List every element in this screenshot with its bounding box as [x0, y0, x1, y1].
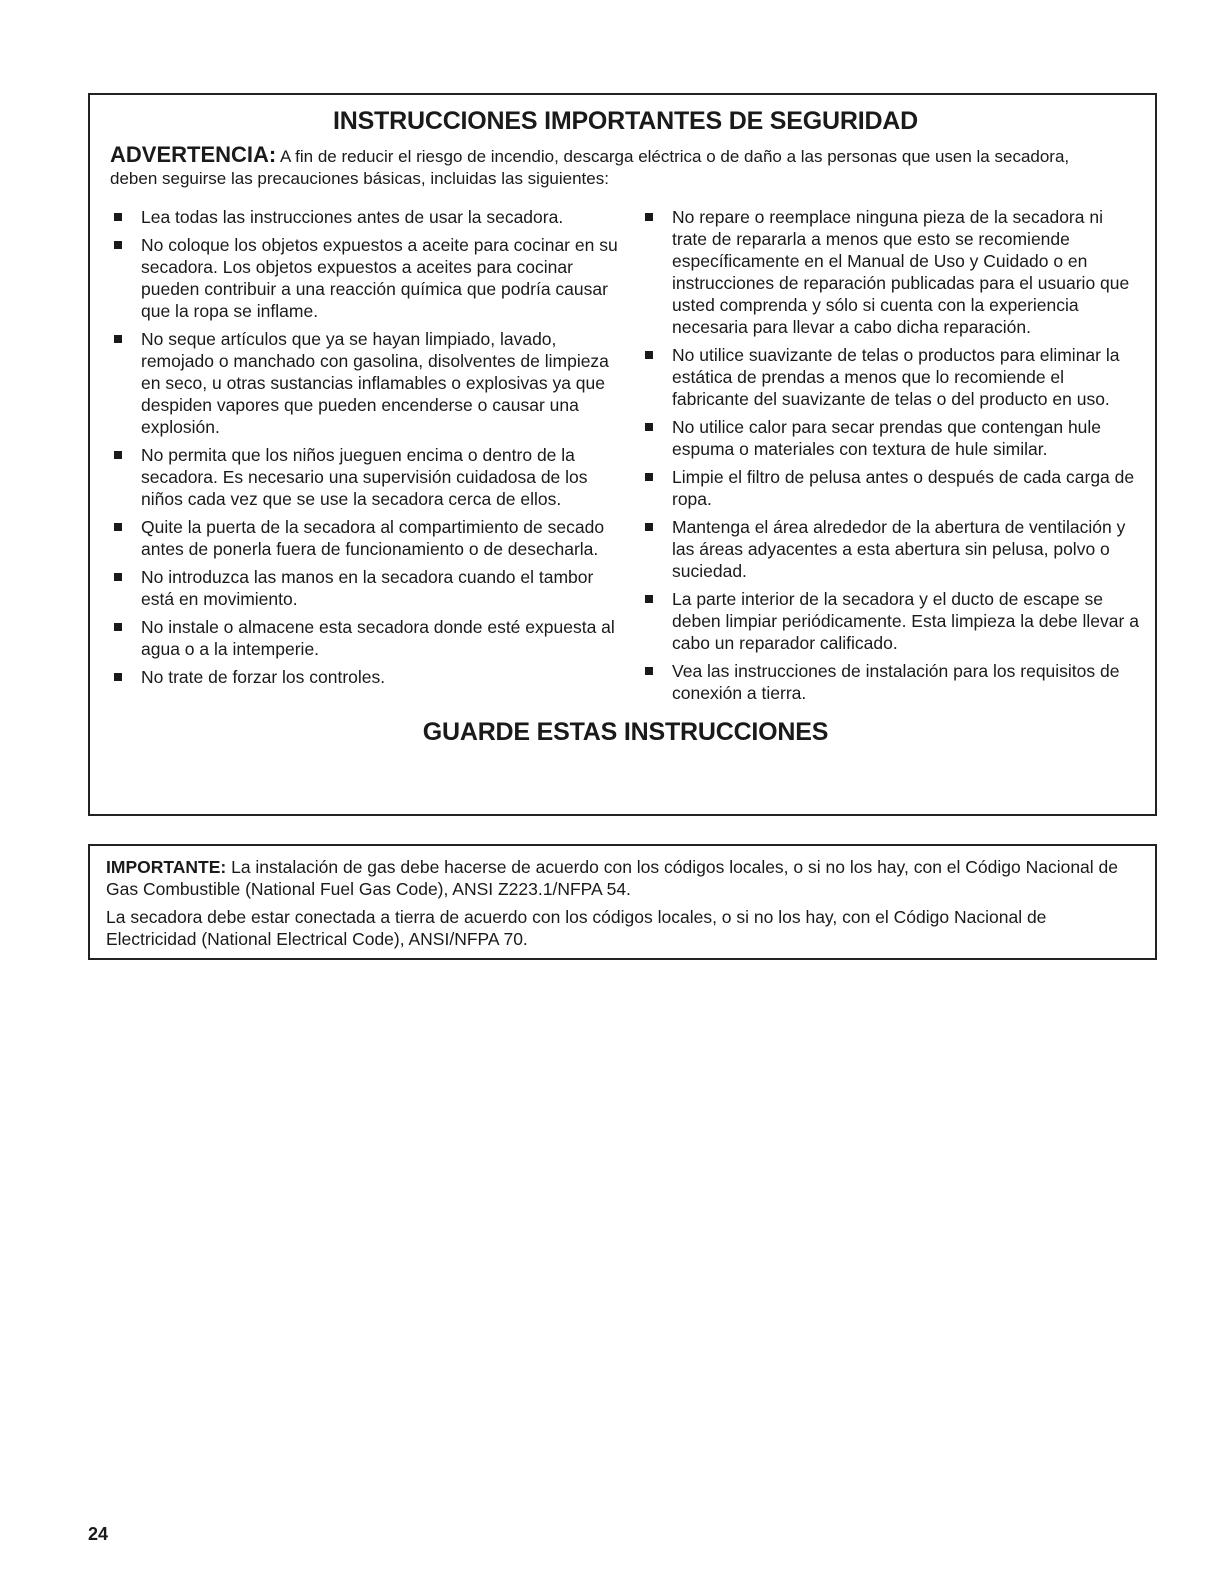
list-item: [110, 566, 625, 610]
bullet-icon: [114, 335, 122, 343]
list-item: [110, 516, 625, 560]
list-item-text: Limpie el filtro de pelusa antes o después de cada carga de ropa.: [672, 467, 1135, 509]
list-item: [110, 666, 625, 688]
electric-notice: La secadora debe estar conectada a tierra de acuerdo con los códigos locales, o si no los hay, con el Código Nacional de Electricidad (National Electrical Code), ANSI/NFPA 70.: [106, 907, 1047, 949]
list-item-text: La parte interior de la secadora y el ducto de escape se deben limpiar periódicamente. Esta limpieza la debe llevar a cabo un reparador calificado.: [672, 589, 1139, 653]
bullet-icon: [645, 423, 653, 431]
list-item-text: No utilice suavizante de telas o productos para eliminar la estática de prendas a menos que lo recomiende el fabricante del suavizante de telas o del producto en uso.: [672, 345, 1120, 409]
list-item-text: Lea todas las instrucciones antes de usar la secadora.: [141, 207, 564, 227]
gas-notice: [106, 856, 1141, 900]
bullet-icon: [114, 523, 122, 531]
bullet-icon: [114, 673, 122, 681]
list-item-text: No repare o reemplace ninguna pieza de la secadora ni trate de repararla a menos que esto se recomiende específicamente en el Manual de Uso y Cuidado o en instrucciones de reparación publicadas para el usuario que usted comprenda y sólo si cuenta con la experiencia necesaria para llevar a cabo dicha reparación.: [672, 207, 1130, 337]
list-item-text: Vea las instrucciones de instalación para los requisitos de conexión a tierra.: [672, 661, 1120, 703]
bullet-icon: [114, 451, 122, 459]
important-notice-box: [88, 844, 1157, 960]
bullet-icon: [114, 573, 122, 581]
bullet-icon: [645, 213, 653, 221]
list-item-text: Quite la puerta de la secadora al compartimiento de secado antes de ponerla fuera de funcionamiento o de desecharla.: [141, 517, 605, 559]
list-item-text: No trate de forzar los controles.: [141, 667, 386, 687]
list-item-text: Mantenga el área alrededor de la abertura de ventilación y las áreas adyacentes a esta abertura sin pelusa, polvo o suciedad.: [672, 517, 1126, 581]
list-item: [110, 444, 625, 510]
gas-notice-text: La instalación de gas debe hacerse de acuerdo con los códigos locales, o si no los hay, con el Código Nacional de Gas Combustible (National Fuel Gas Code), ANSI Z223.1/NFPA 54.: [106, 857, 1119, 899]
warning-text: A fin de reducir el riesgo de incendio, descarga eléctrica o de daño a las personas que usen la secadora, deben seguirse las precauciones básicas, incluidas las siguientes:: [110, 147, 1070, 188]
bullet-icon: [114, 213, 122, 221]
warning-paragraph: [110, 144, 1141, 190]
important-label: IMPORTANTE:: [106, 857, 227, 877]
bullet-icon: [645, 595, 653, 603]
list-item: [641, 588, 1141, 654]
bullet-icon: [645, 667, 653, 675]
safety-list-right: [641, 206, 1141, 710]
bullet-icon: [645, 523, 653, 531]
bullet-icon: [645, 473, 653, 481]
list-item: [641, 206, 1141, 338]
bullet-icon: [645, 351, 653, 359]
list-item: [110, 328, 625, 438]
list-item: [641, 516, 1141, 582]
list-item: [641, 660, 1141, 704]
bullet-icon: [114, 623, 122, 631]
list-item-text: No introduzca las manos en la secadora cuando el tambor está en movimiento.: [141, 567, 594, 609]
save-instructions-title: GUARDE ESTAS INSTRUCCIONES: [422, 718, 829, 746]
warning-label: ADVERTENCIA:: [110, 142, 277, 167]
safety-title: INSTRUCCIONES IMPORTANTES DE SEGURIDAD: [332, 107, 919, 135]
bullet-icon: [114, 241, 122, 249]
list-item-text: No instale o almacene esta secadora donde esté expuesta al agua o a la intemperie.: [141, 617, 615, 659]
list-item: [110, 234, 625, 322]
list-item: [641, 344, 1141, 410]
safety-list-left: [110, 206, 625, 710]
list-item: [110, 206, 625, 228]
list-item: [110, 616, 625, 660]
list-item-text: No coloque los objetos expuestos a aceite para cocinar en su secadora. Los objetos expuestos a aceites para cocinar pueden contribuir a una reacción química que podría causar que la ropa se inflame.: [141, 235, 618, 321]
list-item: [641, 466, 1141, 510]
list-item-text: No seque artículos que ya se hayan limpiado, lavado, remojado o manchado con gasolina, disolventes de limpieza en seco, u otras sustancias inflamables o explosivas ya que despiden vapores que pueden encenderse o causar una explosión.: [141, 329, 609, 437]
list-item: [641, 416, 1141, 460]
list-item-text: No permita que los niños jueguen encima o dentro de la secadora. Es necesario una supervisión cuidadosa de los niños cada vez que se use la secadora cerca de ellos.: [141, 445, 588, 509]
page-number: 24: [88, 1524, 109, 1544]
safety-instructions-box: [88, 93, 1157, 816]
safety-columns: [110, 206, 1141, 710]
list-item-text: No utilice calor para secar prendas que contengan hule espuma o materiales con textura de hule similar.: [672, 417, 1102, 459]
